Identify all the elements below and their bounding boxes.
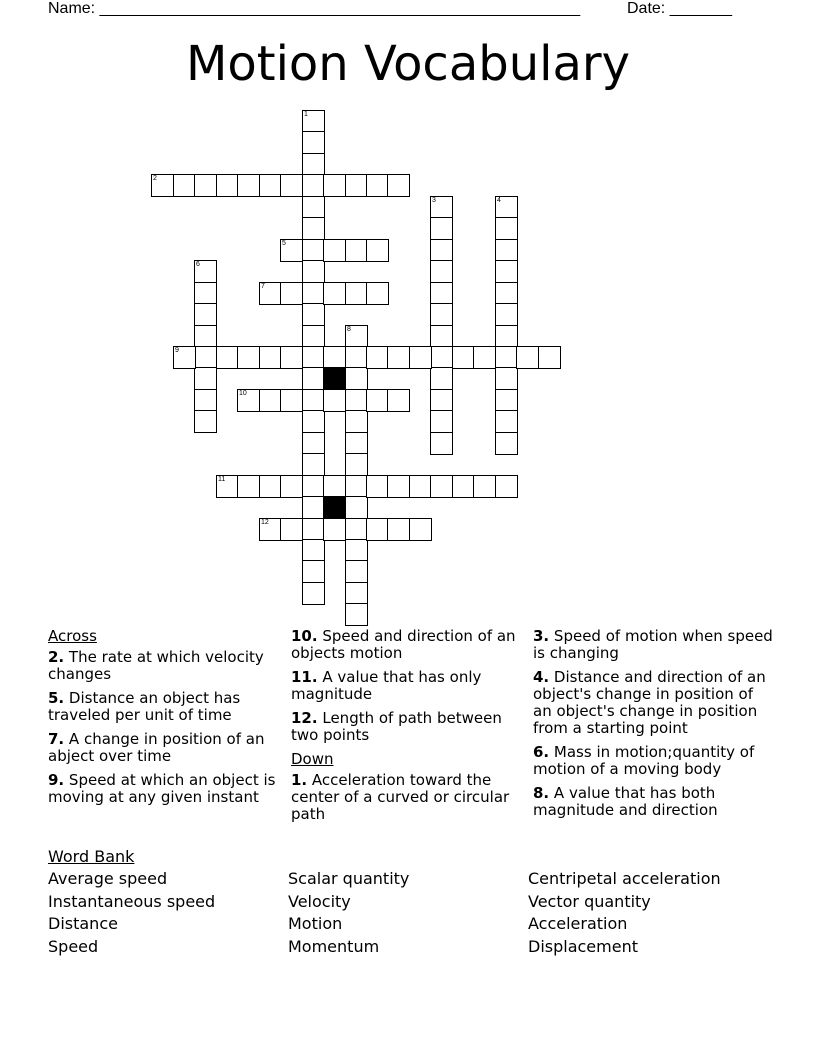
crossword-cell[interactable] (345, 475, 368, 498)
crossword-cell[interactable] (280, 239, 303, 262)
crossword-cell[interactable] (302, 282, 325, 305)
crossword-cell[interactable] (495, 410, 518, 433)
crossword-cell[interactable] (323, 174, 346, 197)
crossword-cell[interactable] (280, 282, 303, 305)
crossword-cell[interactable] (495, 217, 518, 240)
crossword-cell[interactable] (409, 475, 432, 498)
clue-number: 3 (432, 197, 436, 204)
crossword-cell[interactable] (345, 282, 368, 305)
crossword-cell[interactable] (345, 518, 368, 541)
crossword-cell[interactable] (345, 496, 368, 519)
clues-column-3 (533, 628, 773, 826)
crossword-black-cell (323, 367, 346, 390)
crossword-cell[interactable] (345, 410, 368, 433)
crossword-cell[interactable] (387, 389, 410, 412)
crossword-cell[interactable] (345, 367, 368, 390)
crossword-cell[interactable] (302, 367, 325, 390)
crossword-cell[interactable] (430, 475, 453, 498)
crossword-cell[interactable] (259, 475, 282, 498)
crossword-cell[interactable] (259, 174, 282, 197)
crossword-cell[interactable] (302, 582, 325, 605)
word-bank-item: Acceleration (528, 914, 628, 933)
page-title: Motion Vocabulary (185, 36, 631, 92)
crossword-cell[interactable] (302, 325, 325, 348)
crossword-cell[interactable] (345, 325, 368, 348)
crossword-cell[interactable] (430, 432, 453, 455)
crossword-cell[interactable] (302, 410, 325, 433)
word-bank-item: Speed (48, 936, 99, 956)
crossword-cell[interactable] (345, 539, 368, 562)
clue-across-7: 7. A change in position of an abject over time (48, 730, 265, 765)
clue-across-11: 11. A value that has only magnitude (291, 668, 482, 703)
clues-column-1 (48, 628, 280, 813)
clue-number: 1 (304, 111, 308, 118)
crossword-cell[interactable] (302, 110, 325, 133)
crossword-cell[interactable] (280, 174, 303, 197)
crossword-cell[interactable] (280, 475, 303, 498)
crossword-cell[interactable] (151, 174, 174, 197)
crossword-cell[interactable] (216, 174, 239, 197)
crossword-cell[interactable] (194, 346, 217, 369)
crossword-cell[interactable] (302, 153, 325, 176)
crossword-cell[interactable] (430, 389, 453, 412)
crossword-cell[interactable] (452, 475, 475, 498)
crossword-cell[interactable] (345, 389, 368, 412)
crossword-cell[interactable] (430, 303, 453, 326)
crossword-cell[interactable] (387, 475, 410, 498)
crossword-cell[interactable] (345, 174, 368, 197)
crossword-cell[interactable] (302, 518, 325, 541)
crossword-cell[interactable] (302, 217, 325, 240)
word-bank-item: Velocity (288, 891, 351, 911)
crossword-cell[interactable] (194, 410, 217, 433)
crossword-cell[interactable] (216, 346, 239, 369)
clue-number: 6 (196, 261, 200, 268)
word-bank-heading: Word Bank (48, 847, 135, 866)
crossword-cell[interactable] (194, 325, 217, 348)
crossword-cell[interactable] (345, 603, 368, 626)
clue-number: 10 (239, 390, 247, 397)
crossword-cell[interactable] (452, 346, 475, 369)
crossword-cell[interactable] (495, 325, 518, 348)
word-bank-item: Vector quantity (528, 891, 651, 911)
clue-down-6: 6. Mass in motion;quantity of motion of a moving body (533, 743, 755, 778)
crossword-cell[interactable] (302, 560, 325, 583)
down-heading: Down (291, 750, 334, 768)
crossword-cell[interactable] (366, 475, 389, 498)
crossword-black-cell (323, 496, 346, 519)
word-bank-item: Motion (288, 914, 343, 933)
date-field-line: Date: _______ (627, 0, 732, 17)
crossword-cell[interactable] (237, 389, 260, 412)
clue-across-10: 10. Speed and direction of an objects motion (291, 627, 516, 662)
clue-across-2: 2. The rate at which velocity changes (48, 648, 264, 683)
crossword-cell[interactable] (194, 389, 217, 412)
word-bank-item: Momentum (288, 936, 380, 956)
crossword-cell[interactable] (516, 346, 539, 369)
clues-column-2 (291, 628, 523, 830)
crossword-cell[interactable] (409, 346, 432, 369)
clue-number: 9 (175, 347, 179, 354)
crossword-cell[interactable] (302, 432, 325, 455)
crossword-cell[interactable] (430, 260, 453, 283)
across-heading: Across (48, 627, 97, 645)
crossword-cell[interactable] (259, 389, 282, 412)
crossword-cell[interactable] (345, 453, 368, 476)
crossword-cell[interactable] (302, 539, 325, 562)
word-bank-item: Scalar quantity (288, 869, 410, 888)
crossword-cell[interactable] (387, 174, 410, 197)
word-bank-item: Instantaneous speed (48, 891, 216, 911)
crossword-cell[interactable] (366, 239, 389, 262)
clue-number: 2 (153, 175, 157, 182)
crossword-cell[interactable] (280, 346, 303, 369)
word-bank-item: Distance (48, 914, 118, 933)
crossword-cell[interactable] (345, 560, 368, 583)
crossword-cell[interactable] (280, 389, 303, 412)
crossword-cell[interactable] (430, 410, 453, 433)
crossword-cell[interactable] (302, 496, 325, 519)
crossword-cell[interactable] (323, 282, 346, 305)
crossword-cell[interactable] (495, 475, 518, 498)
crossword-cell[interactable] (323, 346, 346, 369)
crossword-cell[interactable] (302, 239, 325, 262)
crossword-cell[interactable] (430, 367, 453, 390)
crossword-cell[interactable] (430, 282, 453, 305)
crossword-cell[interactable] (237, 346, 260, 369)
crossword-cell[interactable] (495, 282, 518, 305)
crossword-cell[interactable] (194, 367, 217, 390)
clue-down-8: 8. A value that has both magnitude and direction (533, 784, 718, 819)
crossword-cell[interactable] (216, 475, 239, 498)
crossword-cell[interactable] (430, 217, 453, 240)
word-bank-item: Average speed (48, 869, 168, 888)
crossword-cell[interactable] (366, 518, 389, 541)
crossword-cell[interactable] (387, 518, 410, 541)
clue-number: 5 (282, 240, 286, 247)
clue-number: 7 (261, 283, 265, 290)
crossword-cell[interactable] (430, 346, 453, 369)
clue-number: 4 (497, 197, 501, 204)
crossword-cell[interactable] (345, 432, 368, 455)
clue-number: 11 (218, 476, 226, 483)
clue-across-9: 9. Speed at which an object is moving at any given instant (48, 771, 276, 806)
crossword-cell[interactable] (409, 518, 432, 541)
crossword-cell[interactable] (194, 174, 217, 197)
clue-down-3: 3. Speed of motion when speed is changing (533, 627, 773, 662)
crossword-cell[interactable] (366, 282, 389, 305)
clue-across-5: 5. Distance an object has traveled per unit of time (48, 689, 241, 724)
crossword-cell[interactable] (366, 346, 389, 369)
crossword-cell[interactable] (302, 389, 325, 412)
crossword-cell[interactable] (302, 174, 325, 197)
crossword-cell[interactable] (237, 475, 260, 498)
crossword-cell[interactable] (345, 239, 368, 262)
clue-number: 8 (347, 326, 351, 333)
word-bank (48, 846, 788, 956)
clue-down-4: 4. Distance and direction of an object's change in position of an object's change in position from a starting point (533, 668, 766, 737)
crossword-cell[interactable] (538, 346, 561, 369)
crossword-cell[interactable] (302, 475, 325, 498)
crossword-cell[interactable] (280, 518, 303, 541)
crossword-cell[interactable] (194, 282, 217, 305)
crossword-cell[interactable] (259, 282, 282, 305)
crossword-cell[interactable] (345, 582, 368, 605)
crossword-cell[interactable] (387, 346, 410, 369)
crossword-cell[interactable] (259, 346, 282, 369)
crossword-cell[interactable] (237, 174, 260, 197)
name-field-line: Name: ______________________________________________________ (48, 0, 581, 17)
crossword-cell[interactable] (473, 346, 496, 369)
word-bank-column-1 (48, 868, 215, 958)
crossword-cell[interactable] (495, 303, 518, 326)
crossword-cell[interactable] (302, 346, 325, 369)
crossword-cell[interactable] (173, 346, 196, 369)
crossword-cell[interactable] (194, 303, 217, 326)
crossword-cell[interactable] (345, 346, 368, 369)
crossword-cell[interactable] (302, 196, 325, 219)
crossword-cell[interactable] (430, 196, 453, 219)
crossword-cell[interactable] (495, 239, 518, 262)
crossword-cell[interactable] (323, 518, 346, 541)
crossword-cell[interactable] (194, 260, 217, 283)
crossword-cell[interactable] (495, 367, 518, 390)
crossword-cell[interactable] (323, 475, 346, 498)
word-bank-item: Centripetal acceleration (528, 869, 721, 888)
crossword-cell[interactable] (473, 475, 496, 498)
clue-number: 12 (261, 519, 269, 526)
crossword-cell[interactable] (302, 453, 325, 476)
crossword-cell[interactable] (495, 196, 518, 219)
clue-down-1: 1. Acceleration toward the center of a curved or circular path (291, 771, 510, 823)
crossword-cell[interactable] (495, 346, 518, 369)
crossword-cell[interactable] (430, 239, 453, 262)
crossword-cell[interactable] (302, 131, 325, 154)
crossword-cell[interactable] (173, 174, 196, 197)
crossword-cell[interactable] (430, 325, 453, 348)
word-bank-column-3 (528, 868, 721, 958)
crossword-cell[interactable] (323, 239, 346, 262)
crossword-cell[interactable] (495, 389, 518, 412)
word-bank-item: Displacement (528, 936, 638, 956)
crossword-cell[interactable] (323, 389, 346, 412)
crossword-cell[interactable] (366, 174, 389, 197)
crossword-cell[interactable] (495, 260, 518, 283)
crossword-cell[interactable] (259, 518, 282, 541)
crossword-cell[interactable] (302, 303, 325, 326)
word-bank-column-2 (288, 868, 409, 958)
clue-across-12: 12. Length of path between two points (291, 709, 502, 744)
crossword-cell[interactable] (495, 432, 518, 455)
crossword-cell[interactable] (366, 389, 389, 412)
crossword-cell[interactable] (302, 260, 325, 283)
